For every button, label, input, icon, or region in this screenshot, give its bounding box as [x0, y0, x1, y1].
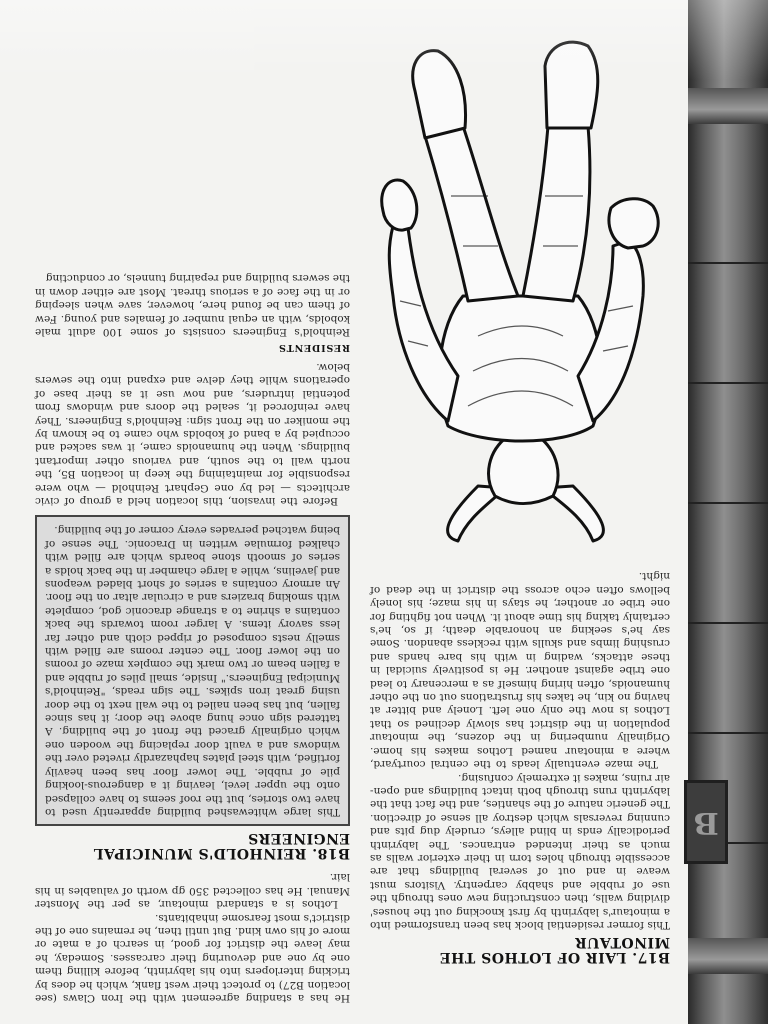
torso	[440, 296, 602, 441]
column-b17	[370, 569, 670, 964]
b18-boxed-text: This large whitewashed building apparently used to have two stories, but the roof seems to have collapsed onto the upper level, leaving it a dangerous-looking pile of rubble. The lower floor has been heavily fortified, with steel plates haphazardly riveted over the windows and a vault door replacing the wooden one which originally graced the front of the building. A tattered sign once hung above the door; it has since fallen, but has been nailed to the wall next to the door using great iron spikes. The sign reads, "Reinhold's Municipal Engineers." Inside, small piles of rubble and a fallen beam or two mark the complex maze of rooms on the lower floor. The center rooms are filled with smelly nests composed of ripped cloth and other far less savory items. A larger room towards the back contains a shrine to a strange draconic god, complete with smoking braziers and a circular altar on the floor. An armory contains a series of short bladed weapons and javelins, while a large chamber in the back holds a series of smooth stone boards which are filled with chalked formulae written in Draconic. The sense of being watched pervades every corner of the building.	[45, 524, 340, 818]
b17-heading-line2: MINOTAUR	[574, 934, 670, 950]
b17-heading-line1: B17. LAIR OF LOTHOS THE	[439, 949, 670, 965]
leg-left	[523, 126, 590, 301]
head	[489, 436, 558, 504]
page-tab	[684, 780, 728, 864]
pillar-joint	[688, 382, 768, 384]
b18-heading	[35, 830, 350, 860]
b17-heading	[370, 934, 670, 964]
pillar-joint	[688, 502, 768, 504]
pillar-joint	[688, 732, 768, 734]
hoof-left	[545, 42, 598, 128]
minotaur-illustration	[363, 26, 683, 546]
residents-subheading: RESIDENTS	[278, 341, 350, 353]
b18-heading-line1: B18. REINHOLD'S MUNICIPAL	[93, 844, 350, 861]
stone-pillar	[688, 0, 768, 1024]
b17-paragraph: He has a standing agreement with the Iron Claws (see location B27) to protect their west flank, which he does by tricking interlopers into his labyrinth, before killing them one by one and devouring their carcasses. Someday, he may leave the district for good, in search of a mate or more of his own kind. But until then, he remains one of the district's most fearsome inhabitants.	[35, 911, 350, 1004]
pillar-joint	[688, 622, 768, 624]
pillar-base	[688, 88, 768, 124]
b18-heading-line2: ENGINEERS	[247, 829, 350, 846]
hand-left	[609, 199, 658, 248]
leg-right	[425, 126, 518, 301]
hoof-right	[413, 51, 466, 138]
b17-paragraph: The maze eventually leads to the central courtyard, where a minotaur named Lothos makes his home. Originally numbering in the dozens, the minotaur population in the district has slowly declined so that Lothos is now the only one left. Lonely and bitter at having no kin, he takes his frustrations out on the other humanoids, often hiring himself as a mercenary to lead one tribe against another. He is positively suicidal in these attacks, wading in with his bare hands and crushing limbs and skulls with reckless abandon. Some say he's seeking an honorable death; if so, he's certainly taking his time about it. When not fighting for one tribe or another, he stays in his maze; his lonely bellows often echo across the district in the dead of night.	[370, 570, 670, 771]
hand-right	[382, 180, 417, 230]
b18-paragraph: Reinhold's Engineers consists of some 100 adult male kobolds, with an equal number of females and young. Few of them can be found here, however, save when sleeping or in the face of a serious threat. Most are either down in the sewers building and repairing tunnels, or conducting	[35, 272, 350, 339]
b18-read-aloud-box	[35, 515, 350, 826]
pillar-capital	[688, 938, 768, 974]
b18-paragraph: Before the invasion, this location held a group of civic architects — led by one Gephart Reinhold — who were responsible for maintaining the keep in location B5, the north wall to the south, and various other important buildings. When the humanoids came, it was sacked and occupied by a band of kobolds who came to be known by the moniker on the front sign: Reinhold's Engineers. They have reinforced it, sealed the doors and windows from potential intruders, and now use it as their base of operations while they delve and expand into the sewers below.	[35, 360, 350, 507]
page-tab-letter: B	[693, 805, 719, 840]
b17-paragraph: Lothos is a standard minotaur, as per the Monster Manual. He has collected 350 gp worth of valuables in his lair.	[35, 871, 350, 911]
column-right	[35, 271, 350, 1004]
pillar-joint	[688, 262, 768, 264]
b17-paragraph: This former residential block has been transformed into a minotaur's labyrinth by first knocking out the houses' dividing walls, then constructing new ones through the use of rubble and shabby carpentry. Visitors must weave in and out of several buildings that are accessible through holes torn in their exterior walls as much as their intended entrances. The labyrinth periodically ends in blind alleys, crudely dug pits and cunning reversals which destroy all sense of direction. The generic nature of the shanties, and the fact that the labyrinth runs through both intact buildings and open-air ruins, makes it extremely confusing.	[370, 771, 670, 931]
